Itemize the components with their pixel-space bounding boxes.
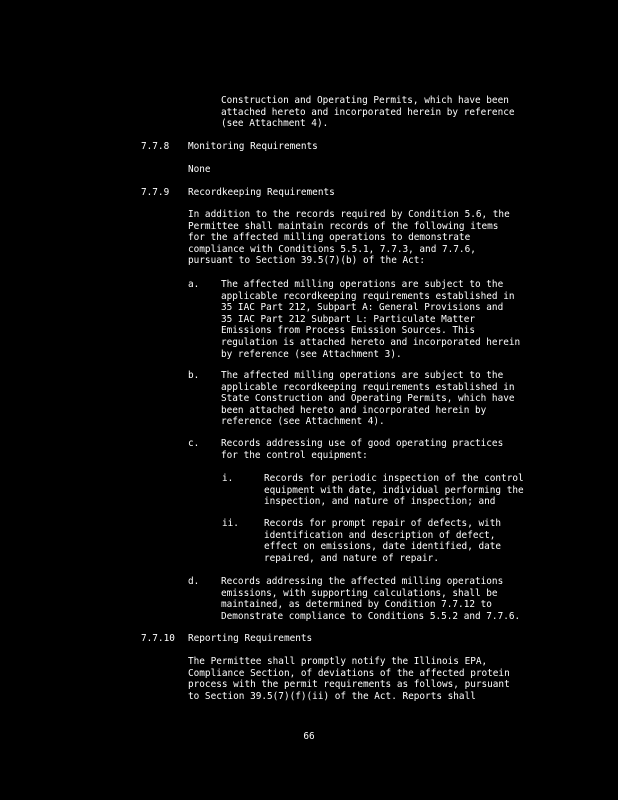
recordkeeping-intro: In addition to the records required by Condition 5.6, the Permittee shall maintain records of the following items for the affected milling operations to demonstrate compliance with Conditions 5.5.1, 7.7.3, and 7.7.6, pursuant to Section 39.5(7)(b) of the Act:: [188, 209, 510, 267]
item-a-label: a.: [188, 279, 200, 290]
item-d-text: Records addressing the affected milling operations emissions, with supporting calculations, shall be maintained, as determined by Condition 7.7.12 to Demonstrate compliance to Conditions 5.5.2 and 7.7.6.: [221, 576, 521, 622]
subitem-ii-text: Records for prompt repair of defects, with identification and description of defect, effect on emissions, date identified, date repaired, and nature of repair.: [264, 518, 502, 564]
section-number-7-7-9: 7.7.9: [141, 187, 170, 198]
section-heading-monitoring: Monitoring Requirements: [188, 141, 318, 152]
carryover-paragraph: Construction and Operating Permits, which have been attached hereto and incorporated herein by reference (see Attachment 4).: [221, 95, 515, 130]
section-number-7-7-10: 7.7.10: [141, 633, 175, 644]
section-heading-reporting: Reporting Requirements: [188, 633, 313, 644]
item-d-label: d.: [188, 576, 200, 587]
monitoring-body: None: [188, 164, 211, 175]
section-number-7-7-8: 7.7.8: [141, 141, 170, 152]
item-c-text: Records addressing use of good operating practices for the control equipment:: [221, 438, 504, 461]
subitem-i-label: i.: [222, 473, 234, 484]
subitem-i-text: Records for periodic inspection of the control equipment with date, individual performing the inspection, and nature of inspection; and: [264, 473, 524, 508]
reporting-body: The Permittee shall promptly notify the Illinois EPA, Compliance Section, of deviations of the affected protein process with the permit requirements as follows, pursuant to Section 39.5(7)(f)(ii) of the Act. Reports shall: [188, 656, 510, 702]
item-c-label: c.: [188, 438, 200, 449]
item-b-text: The affected milling operations are subject to the applicable recordkeeping requirements established in State Construction and Operating Permits, which have been attached hereto and incorporated herein by reference (see Attachment 4).: [221, 370, 515, 428]
item-a-text: The affected milling operations are subject to the applicable recordkeeping requirements established in 35 IAC Part 212, Subpart A: General Provisions and 35 IAC Part 212 Subpart L: Particulate Matter Emissions from Process Emission Sources. This regulation is attached hereto and incorporated herein by reference (see Attachment 3).: [221, 279, 521, 360]
section-heading-recordkeeping: Recordkeeping Requirements: [188, 187, 335, 198]
item-b-label: b.: [188, 370, 200, 381]
page-number: 66: [303, 731, 315, 742]
subitem-ii-label: ii.: [222, 518, 239, 529]
